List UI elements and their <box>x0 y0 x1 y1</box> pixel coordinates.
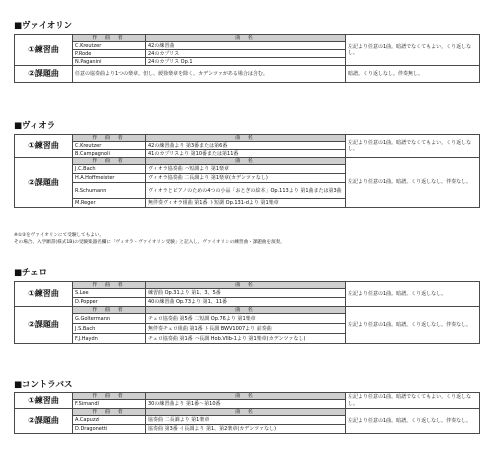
cello-etude-label: ①練習曲 <box>15 282 73 307</box>
header-piece: 曲 名 <box>146 307 346 314</box>
viola-footnote-2: その場合、入学願書(様式1B)の受験楽器名欄に「ヴィオラ・ヴァイオリン受験」と記入し、ヴァイオリンの練習曲・課題曲を演奏。 <box>14 240 285 245</box>
header-composer: 作 曲 者 <box>73 135 146 142</box>
cello-task-label: ②課題曲 <box>15 307 73 344</box>
composer-cell: F.Simandl <box>73 400 146 409</box>
composer-cell: M.Reger <box>73 199 146 208</box>
composer-cell: C.Kreutzer <box>73 142 146 150</box>
composer-cell: J.C.Bach <box>73 165 146 174</box>
header-piece: 曲 名 <box>146 393 346 400</box>
composer-cell: J.S.Bach <box>73 324 146 334</box>
header-piece: 曲 名 <box>146 282 346 289</box>
violin-task-label: ②課題曲 <box>15 66 73 83</box>
piece-cell: ヴィオラとピアノのための4つの小品「おとぎの絵本」Op.113より 第1曲または第3曲 <box>146 183 346 199</box>
bass-task-label: ②課題曲 <box>15 409 73 434</box>
violin-table <box>14 34 480 83</box>
cello-table <box>14 281 480 344</box>
piece-cell: ヴィオラ協奏曲 ハ短調より 第1楽章 <box>146 165 346 174</box>
piece-cell: 41のカプリスより 第10番または第11番 <box>146 150 346 158</box>
piece-cell: 24のカプリス Op.1 <box>146 58 346 66</box>
composer-cell: P.Rode <box>73 50 146 58</box>
header-composer: 作 曲 者 <box>73 35 146 42</box>
violin-etude-note: 左記より任意の1曲。暗譜でなくてもよい。くり返しなし。 <box>346 35 480 66</box>
violin-task-text: 任意の協奏曲より1つの楽章。但し、緩徐楽章を除く。カデンツァがある場合は含む。 <box>73 66 346 83</box>
bass-task-note: 左記より任意の1曲。暗譜。くり返しなし。伴奏なし。 <box>346 409 480 434</box>
viola-task-note: 左記より任意の1曲。暗譜。くり返しなし。伴奏なし。 <box>346 158 480 208</box>
piece-cell: チェロ協奏曲 第1番 ハ長調 Hob.VIIb-1より 第1楽章(カデンツァなし) <box>146 334 346 344</box>
piece-cell: チェロ協奏曲 第5番 二短調 Op.76より 第1楽章 <box>146 314 346 324</box>
header-piece: 曲 名 <box>146 158 346 165</box>
contrabass-heading: ■コントラバス <box>14 380 73 390</box>
viola-footnote-1: ※①②をヴァイオリンにて受験してもよい。 <box>14 233 104 238</box>
header-piece: 曲 名 <box>146 135 346 142</box>
composer-cell: B.Campagnoli <box>73 150 146 158</box>
cello-task-note: 左記より任意の1曲。暗譜。くり返しなし。伴奏なし。 <box>346 307 480 344</box>
header-composer: 作 曲 者 <box>73 409 146 416</box>
piece-cell: 無伴奏ヴィオラ組曲 第1番 ト短調 Op.131-dより 第1楽章 <box>146 199 346 208</box>
piece-cell: 24のカプリス <box>146 50 346 58</box>
viola-heading: ■ヴィオラ <box>14 121 55 131</box>
bass-etude-label: ①練習曲 <box>15 393 73 409</box>
header-composer: 作 曲 者 <box>73 307 146 314</box>
contrabass-table <box>14 392 480 434</box>
violin-heading: ■ヴァイオリン <box>14 21 72 31</box>
viola-task-label: ②課題曲 <box>15 158 73 208</box>
piece-cell: 協奏曲 二長調より 第1楽章 <box>146 416 346 425</box>
header-composer: 作 曲 者 <box>73 393 146 400</box>
cello-heading: ■チェロ <box>14 268 47 278</box>
bass-etude-note: 左記より任意の1曲。暗譜でなくてもよい。くり返しなし。 <box>346 393 480 409</box>
header-composer: 作 曲 者 <box>73 158 146 165</box>
composer-cell: H.A.Hoffmeister <box>73 174 146 183</box>
piece-cell: 42の練習曲 <box>146 42 346 50</box>
piece-cell: 30の練習曲より 第1番〜第10番 <box>146 400 346 409</box>
violin-etude-label: ①練習曲 <box>15 35 73 66</box>
viola-table <box>14 134 480 208</box>
composer-cell: A.Capuzzi <box>73 416 146 425</box>
composer-cell: C.Kreutzer <box>73 42 146 50</box>
header-piece: 曲 名 <box>146 35 346 42</box>
violin-task-note: 暗譜。くり返しなし。伴奏無し。 <box>346 66 480 83</box>
piece-cell: 42の練習曲より 第3番または第6番 <box>146 142 346 150</box>
piece-cell: ヴィオラ協奏曲 二長調より 第1楽章(カデンツァなし) <box>146 174 346 183</box>
composer-cell: N.Paganini <box>73 58 146 66</box>
composer-cell: G.Goltermann <box>73 314 146 324</box>
viola-etude-note: 左記より任意の1曲。暗譜でなくてもよい。くり返しなし。 <box>346 135 480 158</box>
composer-cell: S.Lee <box>73 289 146 298</box>
piece-cell: 40の練習曲 Op.73より 第1、11番 <box>146 298 346 307</box>
composer-cell: D.Dragonetti <box>73 425 146 434</box>
header-piece: 曲 名 <box>146 409 346 416</box>
viola-etude-label: ①練習曲 <box>15 135 73 158</box>
piece-cell: 協奏曲 第3番 イ長調より 第1、第2楽章(カデンツァなし) <box>146 425 346 434</box>
composer-cell: R.Schumann <box>73 183 146 199</box>
header-composer: 作 曲 者 <box>73 282 146 289</box>
cello-etude-note: 左記より任意の1曲。暗譜。くり返しなし。 <box>346 282 480 307</box>
piece-cell: 練習曲 Op.31より 第1、3、5番 <box>146 289 346 298</box>
composer-cell: F.J.Haydn <box>73 334 146 344</box>
piece-cell: 無伴奏チェロ組曲 第1番 ト長調 BWV1007より 前奏曲 <box>146 324 346 334</box>
composer-cell: D.Popper <box>73 298 146 307</box>
